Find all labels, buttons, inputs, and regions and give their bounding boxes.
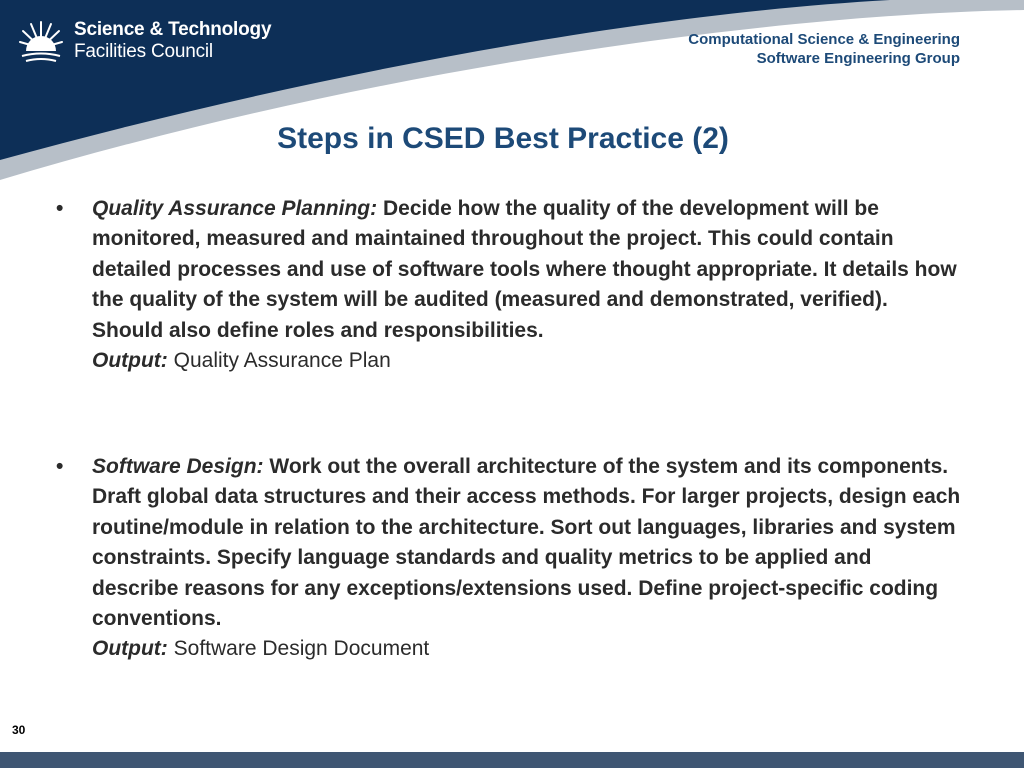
bullet-qa-planning bbox=[56, 194, 961, 376]
output-value: Quality Assurance Plan bbox=[173, 349, 391, 373]
bullet-dot: • bbox=[56, 455, 64, 478]
output-value: Software Design Document bbox=[173, 637, 430, 661]
logo-name: Science & Technology bbox=[74, 19, 272, 40]
bullet-software-design bbox=[56, 452, 961, 665]
bullet-output bbox=[92, 634, 961, 664]
bullet-text: Decide how the quality of the development will be monitored, measured and maintained throughout the project. This could contain detailed processes and use of software tools where thought appropriate. It details how the quality of the system will be audited (measured and demonstrated, verified). Should also define roles and responsibilities. bbox=[92, 197, 957, 342]
group-name: Software Engineering Group bbox=[756, 50, 960, 67]
department-heading bbox=[688, 30, 960, 68]
department-name: Computational Science & Engineering bbox=[688, 31, 960, 48]
logo-text bbox=[74, 19, 271, 63]
bullet-dot: • bbox=[56, 197, 64, 220]
output-label: Output: bbox=[92, 349, 168, 373]
bullet-text: Work out the overall architecture of the system and its components. Draft global data structures and their access methods. For larger projects, design each routine/module in relation to the architecture. Sort out languages, libraries and system constraints. Specify language standards and quality metrics to be applied and describe reasons for any exceptions/extensions used. Define project-specific coding conventions. bbox=[92, 455, 961, 631]
page-number: 30 bbox=[12, 723, 26, 737]
bullet-lead: Quality Assurance Planning: bbox=[92, 197, 378, 220]
bullet-body bbox=[92, 452, 961, 665]
bullet-paragraph bbox=[92, 452, 961, 634]
stfc-logo bbox=[18, 18, 271, 64]
bullet-body bbox=[92, 194, 961, 376]
slide-title: Steps in CSED Best Practice (2) bbox=[277, 122, 729, 155]
output-label: Output: bbox=[92, 637, 168, 661]
bullet-paragraph bbox=[92, 194, 961, 346]
sunburst-icon bbox=[18, 18, 64, 64]
bullet-lead: Software Design: bbox=[92, 455, 264, 478]
bullet-output bbox=[92, 346, 961, 376]
footer-bar bbox=[0, 752, 1024, 768]
logo-subname: Facilities Council bbox=[74, 41, 213, 62]
